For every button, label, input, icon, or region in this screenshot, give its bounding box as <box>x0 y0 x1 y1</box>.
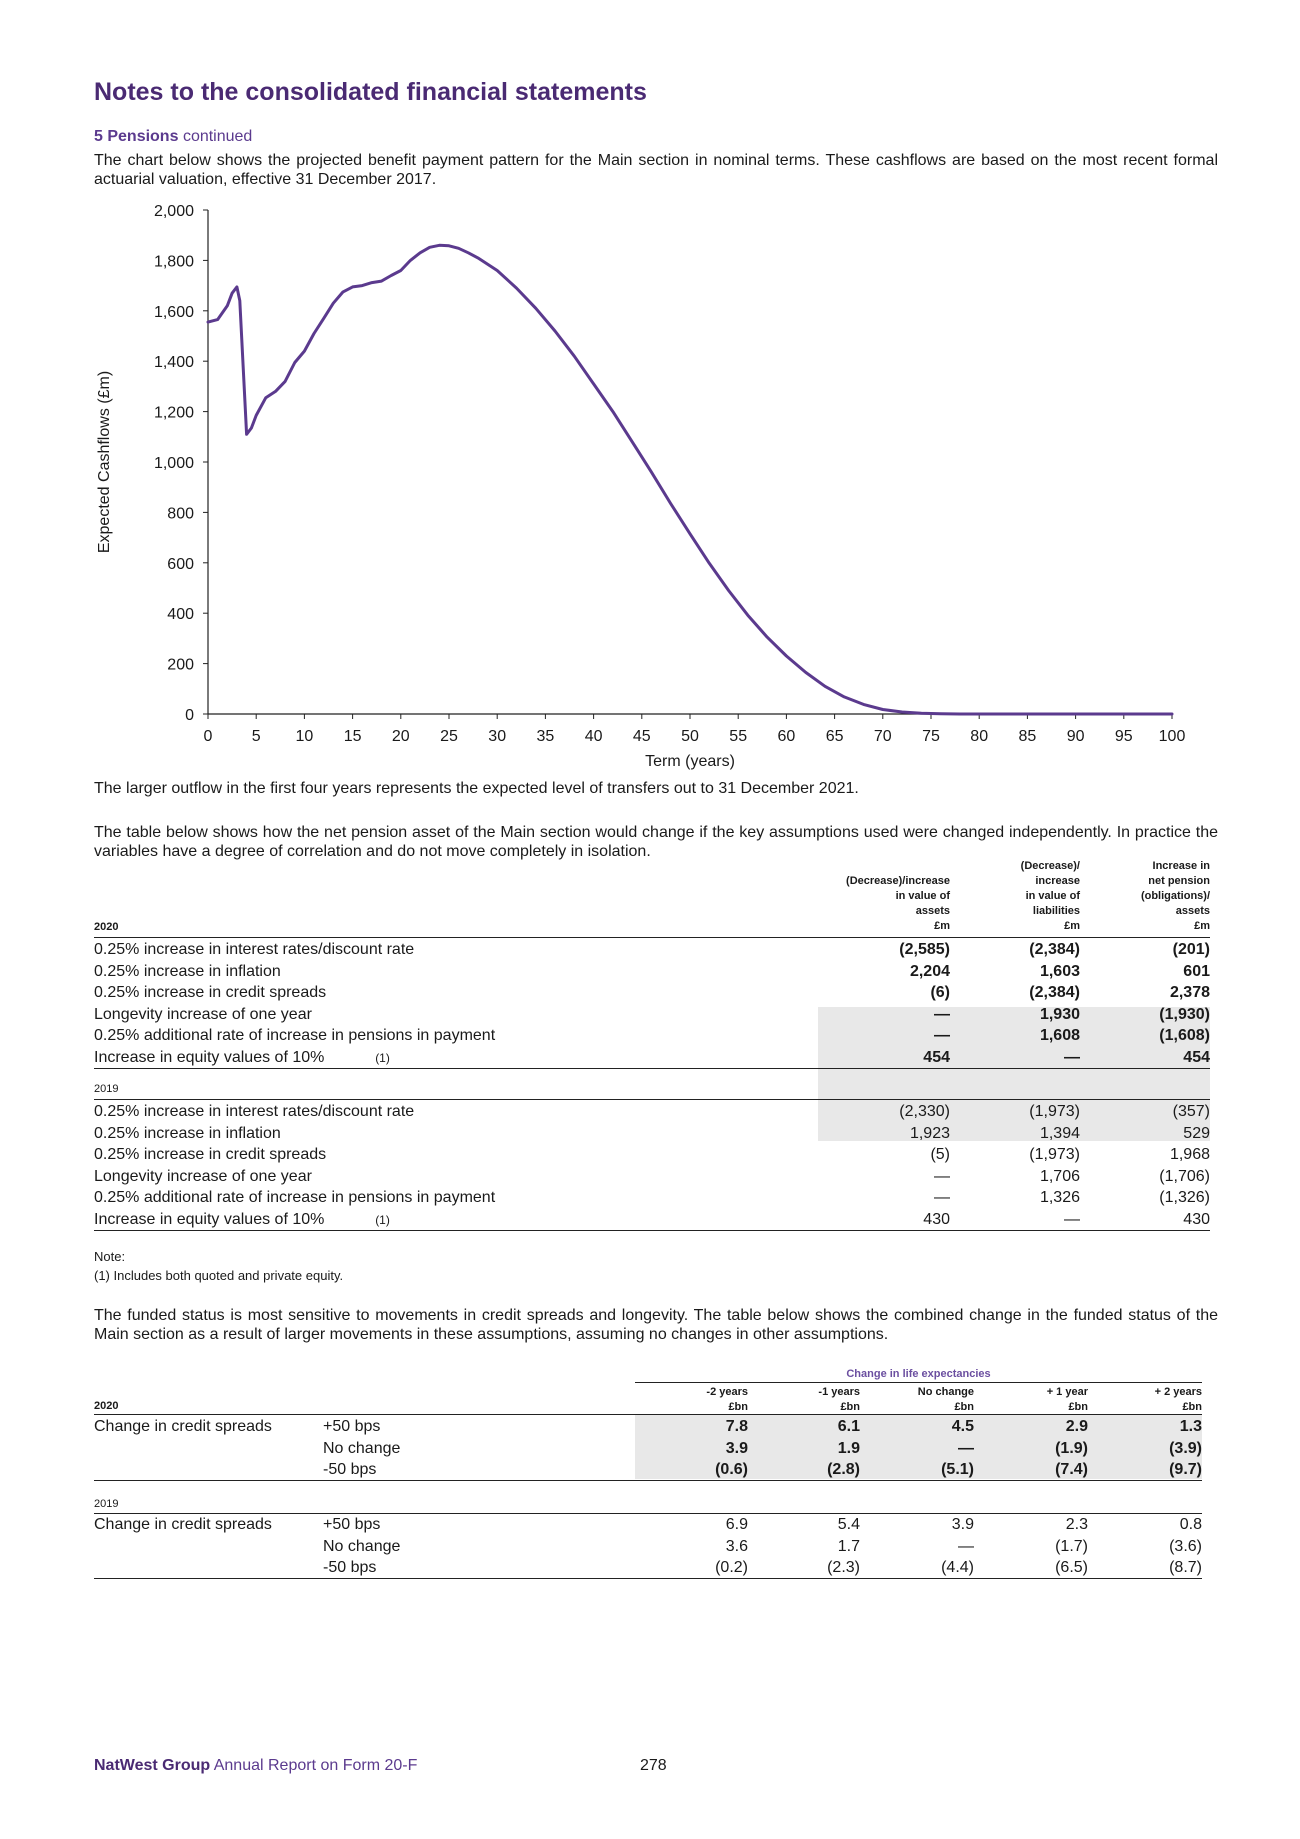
value-cell: 6.9 <box>725 1516 748 1533</box>
value-cell: (2.8) <box>827 1461 860 1478</box>
y-tick-label: 800 <box>167 505 194 523</box>
value-cell: 2.9 <box>1065 1418 1088 1435</box>
x-tick-label: 15 <box>343 728 362 745</box>
row-label: Change in credit spreads <box>94 1418 272 1435</box>
x-tick-label: 85 <box>1018 728 1037 745</box>
transfers-paragraph: The larger outflow in the first four years represents the expected level of transfers out to 31 December 2021. <box>94 780 859 797</box>
value-cell: 6.1 <box>837 1418 860 1435</box>
x-tick-label: 55 <box>729 728 748 745</box>
row-note: (1) <box>375 1212 390 1227</box>
header-col1: (Decrease)/increase in value of assets £m <box>846 875 950 932</box>
value-c3: (1,706) <box>1159 1167 1210 1185</box>
value-cell: 3.9 <box>725 1439 748 1457</box>
table-row <box>94 1557 1202 1578</box>
value-c3: 1,968 <box>1169 1146 1210 1163</box>
x-tick-label: 75 <box>922 728 940 745</box>
year-2020-label: 2020 <box>94 1400 119 1412</box>
row-sublabel: No change <box>323 1537 401 1555</box>
table-row <box>94 1514 1202 1535</box>
value-c3: (1,326) <box>1159 1189 1210 1206</box>
value-c2: (2,384) <box>1029 941 1080 958</box>
x-tick-label: 95 <box>1114 728 1133 745</box>
y-tick-label: 2,000 <box>153 203 194 220</box>
value-cell: (2.3) <box>827 1559 860 1576</box>
table-row <box>94 1047 1210 1068</box>
value-cell: 1.3 <box>1179 1418 1202 1435</box>
value-c1: (2,585) <box>899 941 950 958</box>
series-line <box>208 245 1172 714</box>
group-header: Change in life expectancies <box>846 1368 991 1380</box>
footer-report: Annual Report on Form 20-F <box>213 1757 418 1774</box>
value-cell: 3.9 <box>951 1516 974 1533</box>
value-cell: 1.9 <box>837 1439 860 1457</box>
footer <box>94 1757 417 1775</box>
table-row <box>94 939 1210 960</box>
value-c1: — <box>934 1027 950 1044</box>
table-row <box>94 961 1210 982</box>
value-cell: (7.4) <box>1055 1461 1088 1478</box>
funded-status-paragraph: The funded status is most sensitive to movements in credit spreads and longevity. The table below shows the combined change in the funded status of the Main section as a result of larger movements in these assumptions, assuming no changes in other assumptions. <box>94 1307 1218 1343</box>
row-sublabel: +50 bps <box>323 1516 381 1533</box>
y-tick-label: 200 <box>167 656 194 674</box>
cashflow-chart <box>94 200 1218 778</box>
y-tick-label: 0 <box>185 707 194 724</box>
value-c2: 1,608 <box>1039 1027 1080 1044</box>
value-cell: 2.3 <box>1065 1516 1088 1533</box>
col-header: No change £bn <box>917 1386 974 1413</box>
table-row <box>94 1166 1210 1187</box>
value-cell: (5.1) <box>941 1461 974 1478</box>
value-cell: — <box>958 1537 974 1555</box>
value-c3: (1,608) <box>1159 1027 1210 1044</box>
table-row <box>94 1144 1210 1165</box>
value-c3: 601 <box>1183 962 1210 980</box>
y-tick-label: 1,000 <box>153 455 194 472</box>
row-label: Change in credit spreads <box>94 1516 272 1533</box>
row-sublabel: -50 bps <box>323 1559 377 1576</box>
table-row <box>94 1025 1210 1046</box>
col-header: + 2 years £bn <box>1154 1386 1202 1413</box>
value-cell: 7.8 <box>725 1418 748 1435</box>
row-sublabel: +50 bps <box>323 1418 381 1435</box>
x-tick-label: 20 <box>391 728 410 745</box>
value-cell: (0.6) <box>715 1461 748 1478</box>
value-c2: — <box>1064 1210 1080 1228</box>
value-cell: (1.7) <box>1055 1537 1088 1555</box>
value-c1: 430 <box>923 1210 950 1228</box>
note-label: Note: <box>94 1249 126 1264</box>
col-header: -1 years £bn <box>818 1386 860 1413</box>
value-c2: 1,326 <box>1039 1189 1080 1206</box>
value-c2: (1,973) <box>1029 1103 1080 1120</box>
value-c2: — <box>1064 1048 1080 1066</box>
table-row <box>94 1004 1210 1025</box>
value-cell: (3.6) <box>1169 1537 1202 1555</box>
year-2020-label: 2020 <box>94 921 119 933</box>
value-cell: (0.2) <box>715 1559 748 1576</box>
rule-bottom-2019 <box>94 1230 1210 1231</box>
row-sublabel: -50 bps <box>323 1461 377 1478</box>
value-cell: 5.4 <box>837 1516 860 1533</box>
table-row <box>94 1459 1202 1480</box>
rule-top-2019 <box>94 1099 1210 1100</box>
value-c3: (1,930) <box>1159 1005 1210 1023</box>
value-c1: (5) <box>930 1146 950 1163</box>
table-row <box>94 1101 1210 1122</box>
rule-bottom-2020 <box>94 1480 1202 1481</box>
value-c1: 1,923 <box>909 1124 950 1142</box>
value-cell: 1.7 <box>837 1537 860 1555</box>
value-cell: (3.9) <box>1169 1439 1202 1457</box>
row-label: 0.25% increase in interest rates/discount rate <box>94 941 415 958</box>
row-label: 0.25% increase in inflation <box>94 1124 281 1142</box>
row-label: Longevity increase of one year <box>94 1167 312 1185</box>
table-row <box>94 982 1210 1003</box>
value-c3: 454 <box>1183 1048 1210 1066</box>
value-cell: (8.7) <box>1169 1559 1202 1576</box>
rule-top-2020 <box>94 937 1210 938</box>
row-label: Increase in equity values of 10% <box>94 1048 325 1066</box>
value-c1: 454 <box>923 1048 950 1066</box>
value-cell: (1.9) <box>1055 1439 1088 1457</box>
table-row <box>94 1187 1210 1208</box>
value-c3: 2,378 <box>1169 984 1210 1001</box>
value-c1: (2,330) <box>899 1103 950 1120</box>
row-label: Increase in equity values of 10% <box>94 1210 325 1228</box>
page-number: 278 <box>640 1757 667 1774</box>
value-c3: 430 <box>1183 1210 1210 1228</box>
x-tick-label: 30 <box>488 728 507 745</box>
table-row <box>94 1416 1202 1437</box>
value-c1: — <box>934 1189 950 1206</box>
value-c1: — <box>934 1167 950 1185</box>
value-c1: (6) <box>930 984 950 1001</box>
value-c2: 1,603 <box>1039 962 1080 980</box>
y-tick-label: 400 <box>167 606 194 624</box>
group-rule <box>635 1382 1202 1383</box>
note-1: (1) Includes both quoted and private equity. <box>94 1268 344 1283</box>
value-c3: 529 <box>1183 1124 1210 1142</box>
y-tick-label: 1,200 <box>153 404 194 422</box>
value-c1: 2,204 <box>909 962 950 980</box>
section-continued: continued <box>182 128 253 145</box>
x-tick-label: 80 <box>970 728 989 745</box>
rule-bottom-2019 <box>94 1578 1202 1579</box>
y-tick-label: 1,400 <box>153 354 194 372</box>
value-cell: (6.5) <box>1055 1559 1088 1576</box>
header-col2: (Decrease)/ increase in value of liabilities £m <box>1020 860 1080 932</box>
intro-paragraph: The chart below shows the projected benefit payment pattern for the Main section in nominal terms. These cashflows are based on the most recent formal actuarial valuation, effective 31 December 2017. <box>94 152 1218 188</box>
y-axis-label: Expected Cashflows (£m) <box>96 370 113 554</box>
year-2019-label: 2019 <box>94 1083 119 1095</box>
x-tick-label: 10 <box>295 728 314 745</box>
value-c3: (357) <box>1172 1103 1210 1120</box>
value-c2: (2,384) <box>1029 984 1080 1001</box>
row-label: 0.25% increase in interest rates/discount rate <box>94 1103 415 1120</box>
y-tick-label: 1,600 <box>153 303 194 321</box>
row-label: 0.25% increase in credit spreads <box>94 1146 327 1163</box>
row-label: 0.25% increase in credit spreads <box>94 984 327 1001</box>
page-title: Notes to the consolidated financial statements <box>94 78 647 106</box>
col-header: -2 years £bn <box>706 1386 748 1413</box>
value-c2: 1,930 <box>1039 1005 1080 1023</box>
rule-bottom-2020 <box>94 1068 1210 1069</box>
table-row <box>94 1209 1210 1230</box>
row-sublabel: No change <box>323 1439 401 1457</box>
value-cell: 0.8 <box>1179 1516 1202 1533</box>
year-2019-label: 2019 <box>94 1498 119 1510</box>
x-tick-label: 50 <box>681 728 699 745</box>
col-header: + 1 year £bn <box>1046 1386 1088 1413</box>
y-tick-label: 600 <box>167 555 194 573</box>
section-heading <box>94 128 252 146</box>
section-title: 5 Pensions <box>94 128 179 145</box>
x-tick-label: 0 <box>203 728 213 745</box>
sensitivity-paragraph: The table below shows how the net pension asset of the Main section would change if the key assumptions used were changed independently. In practice the variables have a degree of correlation and do not move completely in isolation. <box>94 824 1218 860</box>
value-c1: — <box>934 1005 950 1023</box>
row-label: 0.25% additional rate of increase in pensions in payment <box>94 1189 496 1206</box>
row-label: 0.25% increase in inflation <box>94 962 281 980</box>
x-tick-label: 65 <box>825 728 844 745</box>
x-tick-label: 60 <box>777 728 796 745</box>
header-col3: Increase in net pension (obligations)/ assets £m <box>1140 860 1210 932</box>
value-c2: 1,394 <box>1039 1124 1080 1142</box>
row-label: Longevity increase of one year <box>94 1005 312 1023</box>
value-cell: (4.4) <box>941 1559 974 1576</box>
value-cell: — <box>958 1439 974 1457</box>
value-c2: (1,973) <box>1029 1146 1080 1163</box>
rule-top-2020 <box>94 1414 1202 1415</box>
value-cell: 4.5 <box>951 1418 974 1435</box>
x-tick-label: 25 <box>440 728 458 745</box>
x-tick-label: 40 <box>584 728 603 745</box>
x-tick-label: 45 <box>632 728 651 745</box>
x-axis-label: Term (years) <box>645 753 735 770</box>
value-c3: (201) <box>1172 941 1210 958</box>
x-tick-label: 90 <box>1066 728 1085 745</box>
row-note: (1) <box>375 1050 390 1065</box>
x-tick-label: 35 <box>536 728 555 745</box>
table-row <box>94 1123 1210 1144</box>
table-row <box>94 1536 1202 1557</box>
table-row <box>94 1438 1202 1459</box>
value-cell: 3.6 <box>725 1537 748 1555</box>
value-c2: 1,706 <box>1039 1167 1080 1185</box>
footer-brand: NatWest Group <box>94 1757 211 1774</box>
x-tick-label: 5 <box>251 728 261 745</box>
value-cell: (9.7) <box>1169 1461 1202 1478</box>
x-tick-label: 100 <box>1158 728 1186 745</box>
y-tick-label: 1,800 <box>153 253 194 271</box>
row-label: 0.25% additional rate of increase in pensions in payment <box>94 1027 496 1044</box>
x-tick-label: 70 <box>873 728 892 745</box>
